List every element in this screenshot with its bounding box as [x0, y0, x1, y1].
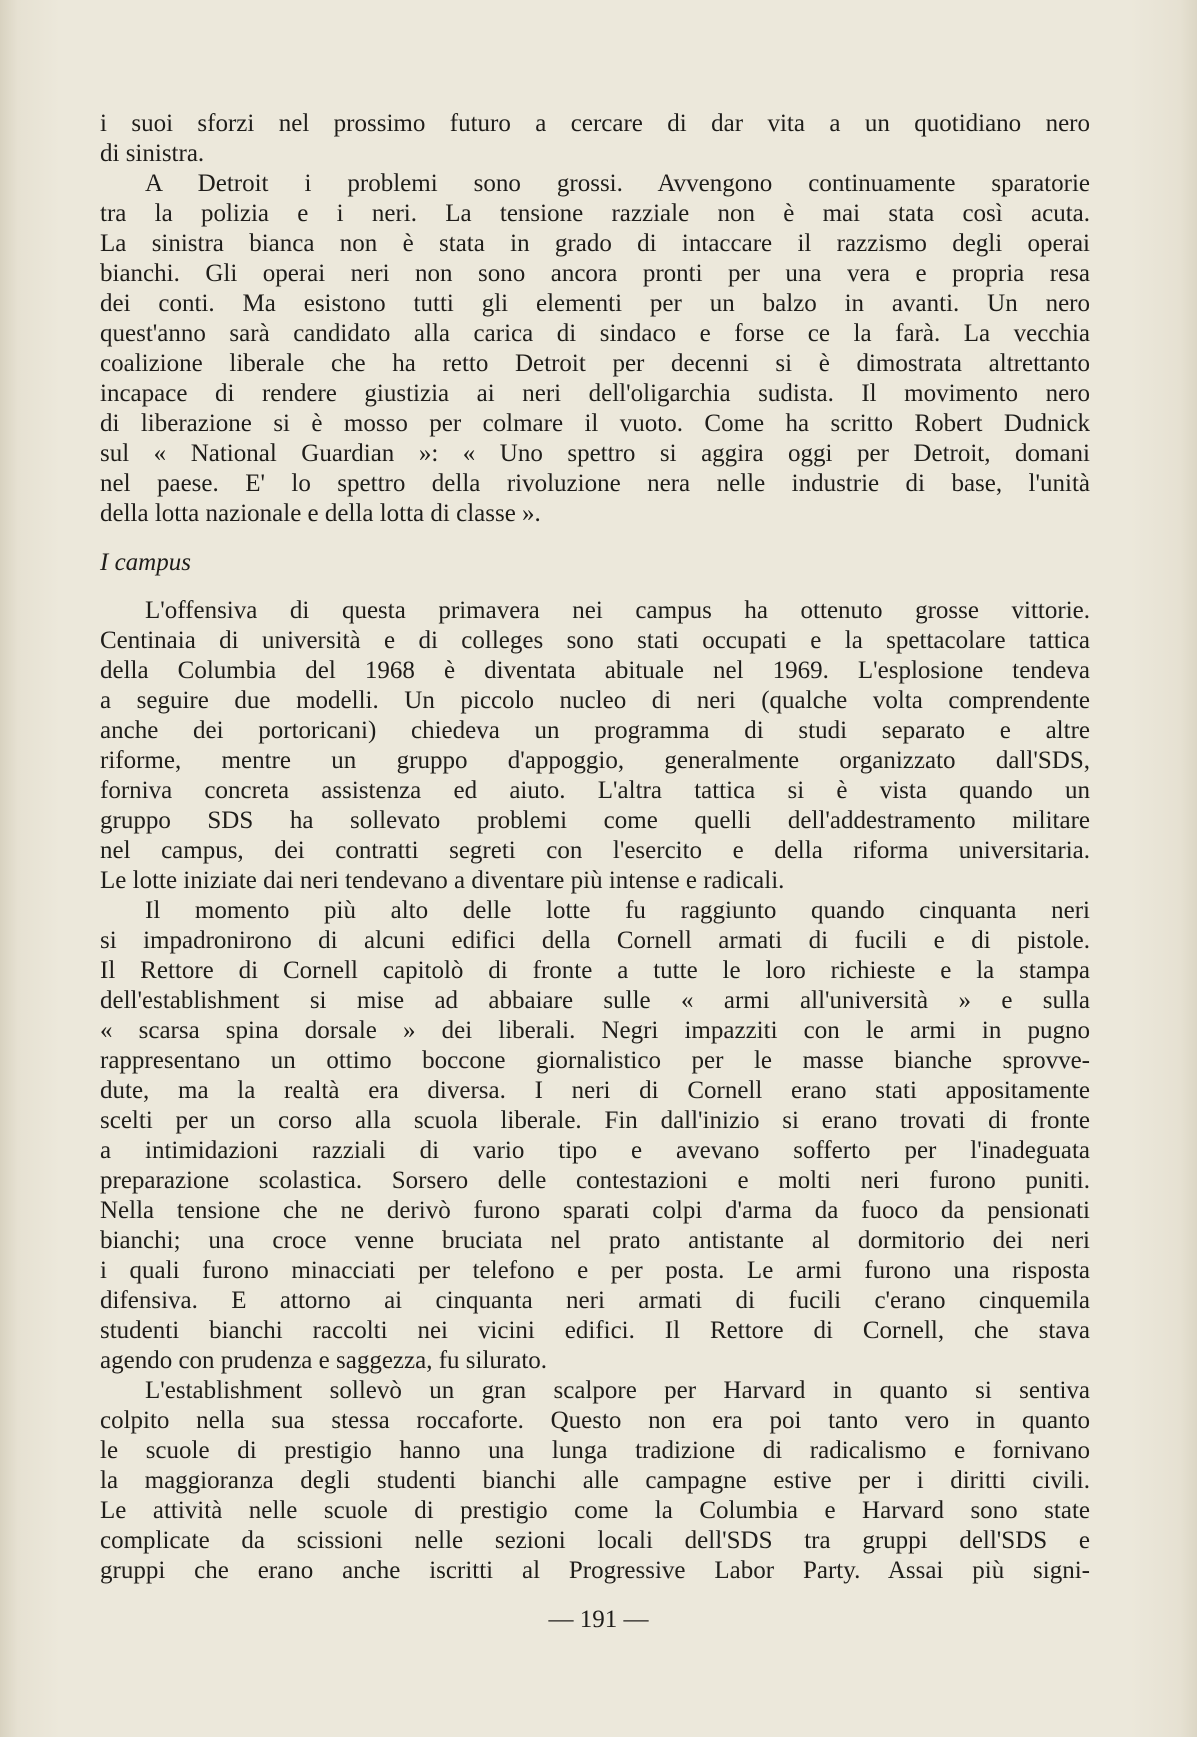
text-line: Nella tensione che ne derivò furono sparati colpi d'arma da fuoco da pensionati: [100, 1197, 1090, 1224]
text-line: A Detroit i problemi sono grossi. Avvengono continuamente sparatorie: [145, 170, 1090, 197]
text-line: Centinaia di università e di colleges sono stati occupati e la spettacolare tattica: [100, 627, 1090, 654]
text-line: quest'anno sarà candidato alla carica di sindaco e forse ce la farà. La vecchia: [100, 320, 1090, 347]
text-line: scelti per un corso alla scuola liberale. Fin dall'inizio si erano trovati di fronte: [100, 1107, 1090, 1134]
text-line: della lotta nazionale e della lotta di classe ».: [100, 500, 541, 527]
text-line: a seguire due modelli. Un piccolo nucleo di neri (qualche volta comprendente: [100, 687, 1090, 714]
section-title: I campus: [100, 549, 191, 576]
text-line: L'establishment sollevò un gran scalpore per Harvard in quanto si sentiva: [145, 1377, 1090, 1404]
text-line: complicate da scissioni nelle sezioni locali dell'SDS tra gruppi dell'SDS e: [100, 1527, 1090, 1554]
text-line: di liberazione si è mosso per colmare il vuoto. Come ha scritto Robert Dudnick: [100, 410, 1090, 437]
text-line: i suoi sforzi nel prossimo futuro a cercare di dar vita a un quotidiano nero: [100, 110, 1090, 137]
text-line: coalizione liberale che ha retto Detroit per decenni si è dimostrata altrettanto: [100, 350, 1090, 377]
text-line: dute, ma la realtà era diversa. I neri di Cornell erano stati appositamente: [100, 1077, 1090, 1104]
paragraph-harvard: [100, 1376, 1090, 1586]
text-line: Il Rettore di Cornell capitolò di fronte a tutte le loro richieste e la stampa: [100, 957, 1090, 984]
text-line: della Columbia del 1968 è diventata abituale nel 1969. L'esplosione tendeva: [100, 657, 1090, 684]
paragraph-continuation: [100, 109, 1090, 169]
paragraph-offensive: [100, 596, 1090, 896]
text-line: a intimidazioni razziali di vario tipo e avevano sofferto per l'inadeguata: [100, 1137, 1090, 1164]
text-line: colpito nella sua stessa roccaforte. Questo non era poi tanto vero in quanto: [100, 1407, 1090, 1434]
text-line: si impadronirono di alcuni edifici della Cornell armati di fucili e di pistole.: [100, 927, 1090, 954]
text-line: gruppo SDS ha sollevato problemi come quelli dell'addestramento militare: [100, 807, 1090, 834]
text-line: tra la polizia e i neri. La tensione razziale non è mai stata così acuta.: [100, 200, 1090, 227]
text-line: difensiva. E attorno ai cinquanta neri armati di fucili c'erano cinquemila: [100, 1287, 1090, 1314]
text-line: riforme, mentre un gruppo d'appoggio, generalmente organizzato dall'SDS,: [100, 747, 1090, 774]
text-line: rappresentano un ottimo boccone giornalistico per le masse bianche sprovve-: [100, 1047, 1090, 1074]
text-line: forniva concreta assistenza ed aiuto. L'altra tattica si è vista quando un: [100, 777, 1090, 804]
text-line: sul « National Guardian »: « Uno spettro si aggira oggi per Detroit, domani: [100, 440, 1090, 467]
text-line: L'offensiva di questa primavera nei campus ha ottenuto grosse vittorie.: [145, 597, 1090, 624]
text-line: La sinistra bianca non è stata in grado di intaccare il razzismo degli operai: [100, 230, 1090, 257]
text-line: Le attività nelle scuole di prestigio come la Columbia e Harvard sono state: [100, 1497, 1090, 1524]
page-number: — 191 —: [548, 1606, 649, 1633]
text-line: « scarsa spina dorsale » dei liberali. Negri impazziti con le armi in pugno: [100, 1017, 1090, 1044]
text-block-top: [100, 109, 1090, 529]
text-line: agendo con prudenza e saggezza, fu silurato.: [100, 1347, 548, 1374]
text-line: Le lotte iniziate dai neri tendevano a diventare più intense e radicali.: [100, 867, 785, 894]
text-line: la maggioranza degli studenti bianchi alle campagne estive per i diritti civili.: [100, 1467, 1090, 1494]
text-line: incapace di rendere giustizia ai neri dell'oligarchia sudista. Il movimento nero: [100, 380, 1090, 407]
text-line: anche dei portoricani) chiedeva un programma di studi separato e altre: [100, 717, 1090, 744]
text-line: dell'establishment si mise ad abbaiare sulle « armi all'università » e sulla: [100, 987, 1090, 1014]
text-line: gruppi che erano anche iscritti al Progressive Labor Party. Assai più signi-: [100, 1557, 1090, 1584]
text-line: le scuole di prestigio hanno una lunga tradizione di radicalismo e fornivano: [100, 1437, 1090, 1464]
text-line: preparazione scolastica. Sorsero delle contestazioni e molti neri furono puniti.: [100, 1167, 1090, 1194]
text-line: bianchi; una croce venne bruciata nel prato antistante al dormitorio dei neri: [100, 1227, 1090, 1254]
text-line: dei conti. Ma esistono tutti gli elementi per un balzo in avanti. Un nero: [100, 290, 1090, 317]
text-line: Il momento più alto delle lotte fu raggiunto quando cinquanta neri: [145, 897, 1090, 924]
text-line: nel paese. E' lo spettro della rivoluzione nera nelle industrie di base, l'unità: [100, 470, 1090, 497]
text-line: nel campus, dei contratti segreti con l'esercito e della riforma universitaria.: [100, 837, 1090, 864]
text-line: i quali furono minacciati per telefono e per posta. Le armi furono una risposta: [100, 1257, 1090, 1284]
paragraph-detroit: [100, 169, 1090, 529]
text-block-campus: [100, 596, 1090, 1586]
text-line: studenti bianchi raccolti nei vicini edifici. Il Rettore di Cornell, che stava: [100, 1317, 1090, 1344]
paragraph-cornell: [100, 896, 1090, 1376]
text-line: bianchi. Gli operai neri non sono ancora pronti per una vera e propria resa: [100, 260, 1090, 287]
text-line: di sinistra.: [100, 140, 205, 167]
